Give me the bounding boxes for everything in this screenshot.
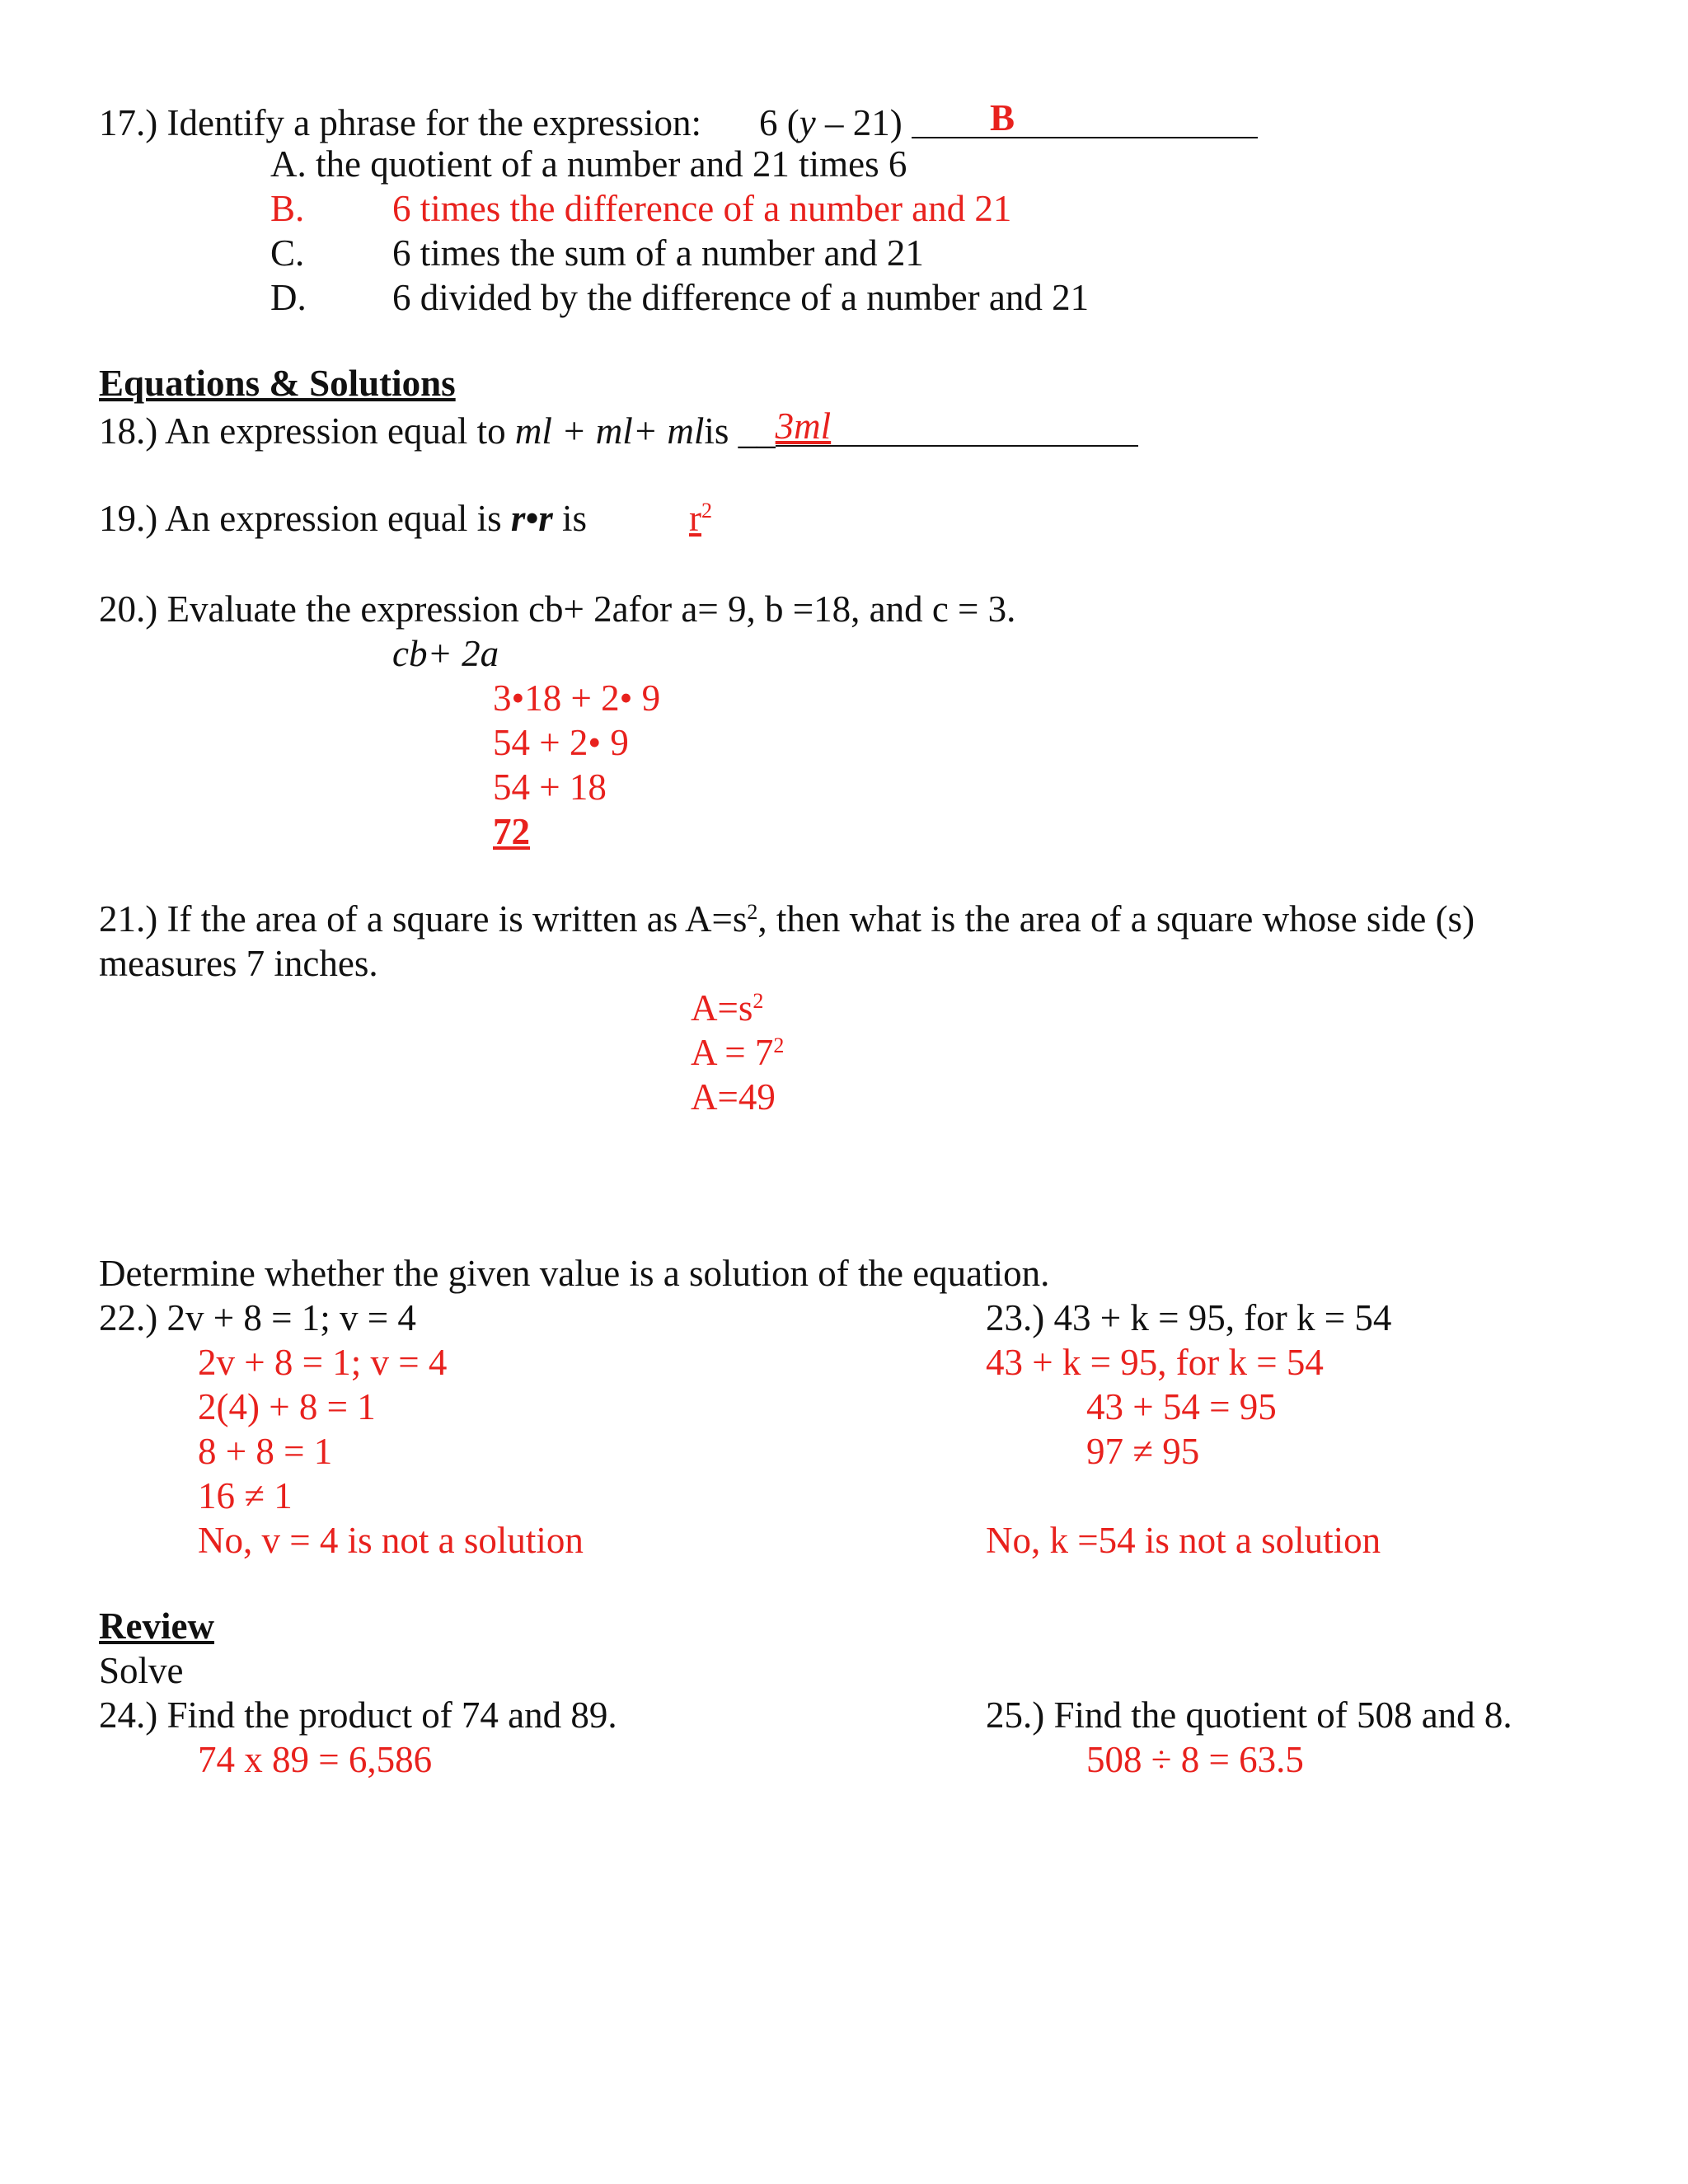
solutions-instruction: Determine whether the given value is a solution of the equation.: [99, 1253, 1050, 1294]
q22-work-3: 8 + 8 = 1: [198, 1431, 333, 1472]
q25-prompt: 25.) Find the quotient of 508 and 8.: [986, 1694, 1512, 1736]
q19-line: 19.) An expression equal is r•r is: [99, 498, 587, 539]
q20-step-3: 54 + 18: [493, 766, 607, 808]
q21-work-3: A=49: [691, 1076, 776, 1118]
q19-answer: $r^2$: [689, 498, 712, 539]
q22-work-1: 2v + 8 = 1; v = 4: [198, 1342, 448, 1383]
q23-prompt: 23.) 43 + k = 95, for k = 54: [986, 1297, 1392, 1338]
q20-prompt: 20.) Evaluate the expression cb+ 2afor a= 9, b =18, and c = 3.: [99, 588, 1016, 630]
review-subheading: Solve: [99, 1650, 184, 1691]
q22-work-4: 16 ≠ 1: [198, 1475, 293, 1516]
q17-option-c-text: 6 times the sum of a number and 21: [392, 232, 924, 274]
q19-expression: r•r: [510, 498, 553, 539]
q17-prompt-line: [99, 97, 1258, 145]
q23-work-first: 43 + k = 95, for k = 54: [986, 1342, 1324, 1383]
q23-work-3: 97 ≠ 95: [1086, 1431, 1200, 1472]
q17-option-d-letter: D.: [270, 277, 307, 318]
q25-answer: 508 ÷ 8 = 63.5: [1086, 1739, 1304, 1780]
q21-prompt-line1: 21.) If the area of a square is written as $A=s^2$, then what is the area of a square whose side (s): [99, 898, 1475, 940]
q17-expression: 6 (y – 21): [759, 102, 903, 143]
q21-prompt-line2: measures 7 inches.: [99, 943, 378, 984]
q18-answer: 3ml: [775, 405, 832, 447]
q22-conclusion: No, v = 4 is not a solution: [198, 1520, 584, 1561]
q17-answer-blank: [912, 97, 1258, 138]
q17-option-b-text: 6 times the difference of a number and 21: [392, 188, 1012, 229]
q22-prompt: 22.) 2v + 8 = 1; v = 4: [99, 1297, 416, 1338]
section-heading-review: Review: [99, 1605, 214, 1647]
q17-prompt: 17.) Identify a phrase for the expression:: [99, 102, 702, 143]
q20-answer: 72: [493, 811, 530, 852]
q20-setup: cb+ 2a: [392, 633, 499, 674]
q18-expression: ml + ml+ ml: [514, 410, 705, 452]
q17-option-a: A. the quotient of a number and 21 times 6: [270, 143, 907, 185]
q23-work-2: 43 + 54 = 95: [1086, 1386, 1277, 1427]
q24-prompt: 24.) Find the product of 74 and 89.: [99, 1694, 617, 1736]
q21-work-2: $A = 7^2$: [691, 1032, 785, 1073]
q22-work-2: 2(4) + 8 = 1: [198, 1386, 376, 1427]
q17-answer: B: [990, 97, 1015, 138]
q18-line: 18.) An expression equal to ml + ml+ mlis __ 3ml: [99, 405, 1138, 453]
q20-step-1: 3•18 + 2• 9: [493, 677, 661, 719]
q17-option-d-text: 6 divided by the difference of a number and 21: [392, 277, 1090, 318]
q17-option-c-letter: C.: [270, 232, 305, 274]
q18-answer-blank: [775, 405, 1138, 447]
q24-answer: 74 x 89 = 6,586: [198, 1739, 433, 1780]
q23-conclusion: No, k =54 is not a solution: [986, 1520, 1381, 1561]
q21-work-1: $A=s^2$: [691, 987, 764, 1029]
section-heading-equations: Equations & Solutions: [99, 363, 456, 404]
q17-option-b-letter: B.: [270, 188, 305, 229]
q20-step-2: 54 + 2• 9: [493, 722, 629, 763]
